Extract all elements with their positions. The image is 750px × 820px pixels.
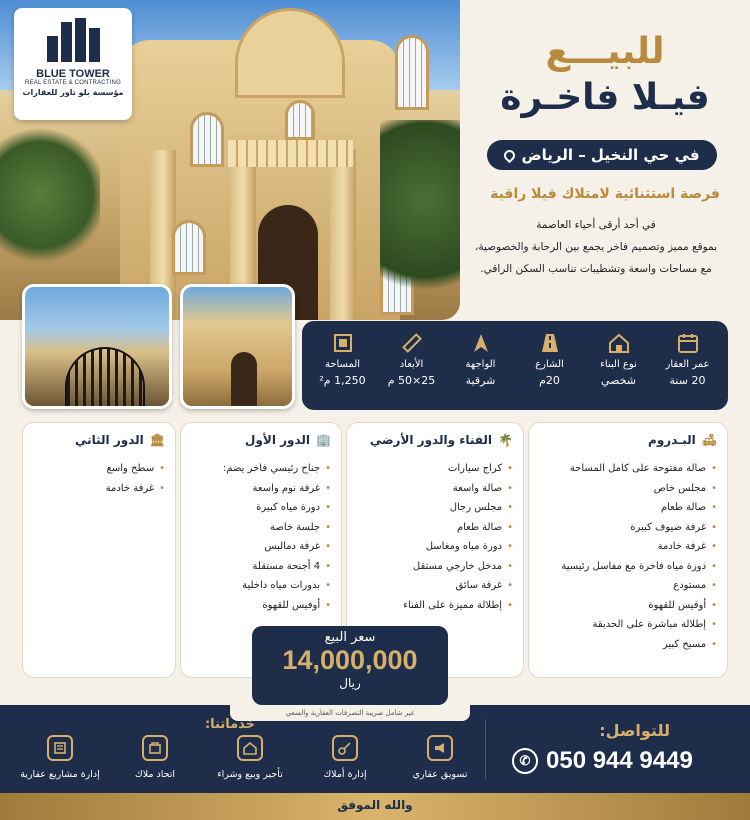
service-item	[400, 735, 480, 780]
brand-subtitle: REAL ESTATE & CONTRACTING	[25, 80, 121, 86]
phone-number[interactable]	[512, 747, 693, 775]
list-item: • صالة واسعة	[357, 479, 513, 499]
list-item: • صالة طعام	[539, 498, 717, 518]
list-item: • جلسة خاصة	[191, 518, 331, 538]
tagline: فرصة استثنائية لامتلاك فيلا راقية	[490, 186, 720, 202]
key-icon	[332, 735, 358, 761]
list-item: • صالة مفتوحة على كامل المساحة	[539, 459, 717, 479]
listing-title: فيـلا فاخـرة	[500, 77, 710, 118]
spec-label: الواجهة	[465, 359, 496, 370]
services-list	[20, 735, 480, 780]
area-icon	[308, 329, 377, 357]
building-icon: 🏢	[316, 433, 331, 447]
floor-title: الفناء والدور الأرضي	[369, 433, 493, 447]
compass-arrow-icon	[446, 329, 515, 357]
spec-label: الأبعاد	[399, 359, 424, 370]
service-item	[210, 735, 290, 780]
rooftop-icon: 🏛	[149, 433, 165, 447]
list-item: • مجلس رجال	[357, 498, 513, 518]
spec-area	[308, 329, 377, 402]
list-item: • إطلالة مباشرة على الحديقة	[539, 615, 717, 635]
list-item: • مستودع	[539, 576, 717, 596]
for-sale-heading: للبيـــع	[545, 31, 665, 72]
list-item: • جناح رئيسي فاخر يضم:	[191, 459, 331, 479]
spec-label: الشارع	[535, 359, 564, 370]
service-item	[20, 735, 100, 780]
list-item: • غرفة خادمة	[33, 479, 165, 499]
spec-value: شرقية	[465, 374, 496, 387]
location-pill	[487, 140, 717, 170]
footer	[0, 705, 750, 793]
listing-header	[470, 30, 740, 122]
list-item: • إطلالة مميزة على الفناء	[357, 596, 513, 616]
list-item: • كراج سيارات	[357, 459, 513, 479]
house-key-icon	[237, 735, 263, 761]
project-icon	[47, 735, 73, 761]
company-logo	[14, 8, 132, 120]
description	[455, 214, 737, 280]
list-item: • سطح واسع	[33, 459, 165, 479]
price-box	[252, 626, 448, 705]
floor-card-basement	[528, 422, 728, 678]
floor-title: البـدروم	[648, 433, 696, 447]
description-line: في أحد أرقى أحياء العاصمة	[536, 219, 656, 231]
list-item: • مجلس خاص	[539, 479, 717, 499]
palm-icon: 🌴	[498, 433, 513, 447]
service-label: اتحاد ملاك	[134, 769, 176, 780]
spec-label: عمر العقار	[665, 359, 710, 370]
sofa-icon: 🛋	[701, 433, 717, 447]
list-item: • 4 أجنحة مستقلة	[191, 557, 331, 577]
price-label: سعر البيع	[324, 630, 376, 645]
calendar-icon	[653, 329, 722, 357]
road-icon	[515, 329, 584, 357]
spec-value: 1,250 م²	[319, 374, 366, 387]
spec-facade	[446, 329, 515, 402]
services-label: خدماتنا:	[204, 717, 256, 732]
list-item: • دورة مياه كبيرة	[191, 498, 331, 518]
spec-value: شخصي	[600, 374, 637, 387]
floor-title: الدور الثاني	[75, 433, 144, 447]
price-note: غير شامل ضريبة التصرفات العقارية والسعي	[285, 709, 415, 717]
service-label: إدارة مشاريع عقارية	[20, 769, 100, 780]
description-line: بموقع مميز وتصميم فاخر يجمع بين الرحابة والخصوصية،	[474, 241, 718, 253]
spec-label: نوع البناء	[600, 359, 637, 370]
list-item: • غرفة سائق	[357, 576, 513, 596]
contact-label: للتواصل:	[599, 721, 670, 740]
tower-logo-icon	[14, 18, 132, 62]
service-item	[305, 735, 385, 780]
list-item: • بدورات مياه داخلية	[191, 576, 331, 596]
location-label: في حي النخيل – الرياض	[521, 146, 700, 164]
service-label: إدارة أملاك	[323, 769, 367, 780]
spec-label: المساحة	[324, 359, 361, 370]
whatsapp-icon: ✆	[512, 748, 538, 774]
brand-arabic-name: مؤسسة بلو تاور للعقارات	[22, 88, 124, 97]
list-item: • صالة طعام	[357, 518, 513, 538]
ruler-icon	[377, 329, 446, 357]
list-item: • غرفة ضيوف كبيرة	[539, 518, 717, 538]
spec-value: 20م	[539, 374, 560, 387]
spec-dimensions	[377, 329, 446, 402]
union-icon	[142, 735, 168, 761]
brand-name: BLUE TOWER	[36, 68, 110, 80]
service-item	[115, 735, 195, 780]
spec-age	[653, 329, 722, 402]
spec-street	[515, 329, 584, 402]
spec-value: 20 سنة	[669, 374, 706, 387]
list-item: • غرفة نوم واسعة	[191, 479, 331, 499]
list-item: • أوفيس للقهوة	[539, 596, 717, 616]
spec-build-type	[584, 329, 653, 402]
list-item: • مسبح كبير	[539, 635, 717, 655]
list-item: • دورة مياه ومغاسل	[357, 537, 513, 557]
list-item: • غرفة خادمة	[539, 537, 717, 557]
service-label: تسويق عقاري	[412, 769, 468, 780]
floor-card-second	[22, 422, 176, 678]
house-icon	[584, 329, 653, 357]
marketing-icon	[427, 735, 453, 761]
list-item: • مدخل خارجي مستقل	[357, 557, 513, 577]
property-specs-bar	[302, 321, 728, 410]
description-line: مع مساحات واسعة وتشطيبات تناسب السكن الراقي.	[480, 263, 712, 275]
location-pin-icon	[502, 147, 518, 163]
closing-text: والله الموفق	[0, 793, 750, 820]
gate-photo	[22, 284, 172, 409]
list-item: • دورة مياه فاخرة مع مفاسل رئيسية	[539, 557, 717, 577]
spec-value: 25×50 م	[387, 374, 436, 387]
price-currency: ريال	[339, 676, 361, 690]
floor-title: الدور الأول	[245, 433, 311, 447]
list-item: • أوفيس للقهوة	[191, 596, 331, 616]
list-item: • غرفة دمالبس	[191, 537, 331, 557]
price-value: 14,000,000	[282, 645, 418, 675]
phone-text: 050 944 9449	[546, 747, 693, 774]
facade-photo	[180, 284, 295, 409]
service-label: تأجير وبيع وشراء	[217, 769, 283, 780]
